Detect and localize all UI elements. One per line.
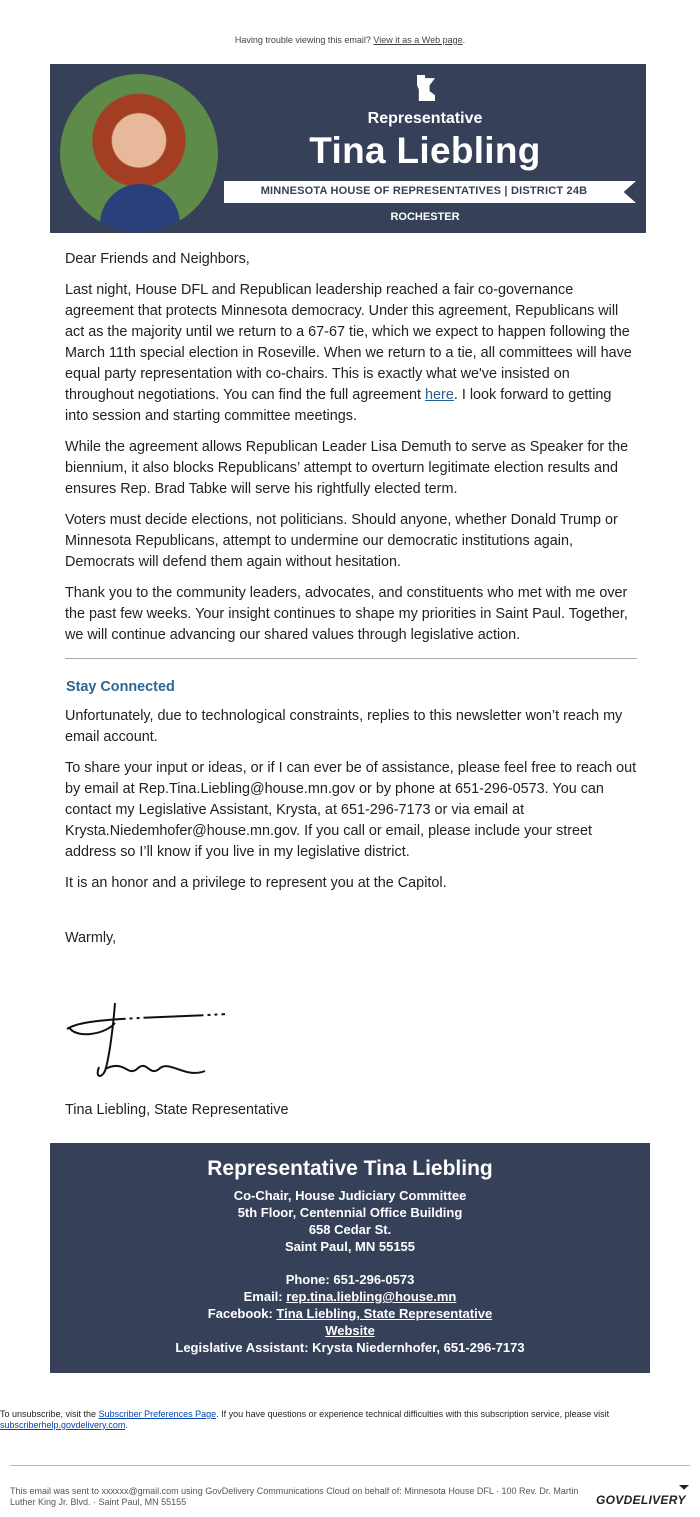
footer-website-link[interactable]: Website <box>325 1323 375 1338</box>
footer-email <box>50 1288 650 1305</box>
footer-facebook-label: Facebook: <box>207 1306 277 1321</box>
top-note-trail: . <box>462 35 466 45</box>
p1-text-after: . I look forward to getting into session and starting committee meetings. <box>65 387 612 424</box>
paragraph-replies: Unfortunately, due to technological constraints, replies to this newsletter won’t reach my email account. <box>65 708 623 745</box>
contact-footer <box>50 1143 650 1373</box>
p1-text: Last night, House DFL and Republican leadership reached a fair co-governance agreement that protects Minnesota democracy. Under this agreement, Republicans will act as the majority until we return to a 67-67 tie, which we expect to happen following the March 11th special election in Roseville. When we return to a tie, all committees will have equal party representation with co-chairs. This is exactly what we've insisted on throughout negotiations. You can find the full agreement <box>65 282 632 403</box>
paragraph-voters: Voters must decide elections, not politicians. Should anyone, whether Donald Trump or Minnesota Republicans, attempt to undermine our democratic institutions again, Democrats will defend them again without hesitation. <box>65 512 618 570</box>
top-note <box>0 35 700 45</box>
paragraph-agreement <box>65 280 637 427</box>
header-banner <box>50 64 646 233</box>
paragraph-honor: It is an honor and a privilege to represent you at the Capitol. <box>65 875 447 891</box>
representative-photo <box>60 74 218 232</box>
subscriber-help-link[interactable]: subscriberhelp.govdelivery.com <box>0 1420 126 1430</box>
banner-ribbon-text: MINNESOTA HOUSE OF REPRESENTATIVES | DISTRICT 24B <box>260 185 588 197</box>
top-note-text: Having trouble viewing this email? <box>234 35 371 45</box>
footer-assistant: Legislative Assistant: Krysta Niedernhofer, 651-296-7173 <box>175 1340 525 1355</box>
email-body <box>65 249 637 1131</box>
closing: Warmly, <box>65 930 117 946</box>
footer-city: Saint Paul, MN 55155 <box>284 1239 416 1254</box>
signature-image <box>65 999 225 1087</box>
footer-phone: Phone: 651-296-0573 <box>285 1272 415 1287</box>
footer-email-link[interactable]: rep.tina.liebling@house.mn <box>286 1289 457 1304</box>
minnesota-state-icon <box>417 75 435 101</box>
paragraph-contact: To share your input or ideas, or if I can ever be of assistance, please feel free to reach out by email at Rep.Tina.Liebling@house.mn.gov or by phone at 651-296-0573. You can contact my Legislative Assistant, Krysta, at 651-296-7173 or via email at Krysta.Niedemhofer@house.mn.gov. If you call or email, please include your street address so I’ll know if you live in my legislative district. <box>65 760 637 860</box>
divider <box>65 658 637 659</box>
govdelivery-logo: GOVDELIVERY <box>596 1493 686 1507</box>
banner-city: ROCHESTER <box>390 211 460 223</box>
footer-email-label: Email: <box>243 1289 287 1304</box>
footer-title: Representative Tina Liebling <box>207 1157 493 1180</box>
footer-facebook <box>50 1305 650 1322</box>
paragraph-thanks: Thank you to the community leaders, advocates, and constituents who met with me over the past few weeks. Your insight continues to shape my priorities in Saint Paul. Together, we will continue advancing our shared values through legislative action. <box>65 585 628 643</box>
unsub-text: To unsubscribe, visit the <box>0 1409 99 1419</box>
footer-office: 5th Floor, Centennial Office Building <box>237 1205 463 1220</box>
stay-connected-heading: Stay Connected <box>66 679 175 695</box>
agreement-link[interactable]: here <box>425 387 454 403</box>
unsub-text-after: . If you have questions or experience technical difficulties with this subscription service, please visit <box>216 1409 610 1419</box>
view-web-page-link[interactable]: View it as a Web page <box>373 35 463 45</box>
banner-name: Tina Liebling <box>309 130 541 171</box>
footer-facebook-link[interactable]: Tina Liebling, State Representative <box>276 1306 493 1321</box>
footer-committee: Co-Chair, House Judiciary Committee <box>233 1188 467 1203</box>
unsub-trail: . <box>125 1420 128 1430</box>
footer-website <box>50 1322 650 1339</box>
signoff: Tina Liebling, State Representative <box>65 1102 289 1118</box>
footer-street: 658 Cedar St. <box>308 1222 392 1237</box>
paragraph-speaker: While the agreement allows Republican Leader Lisa Demuth to serve as Speaker for the biennium, it also blocks Republicans’ attempt to overturn legitimate election results and ensures Rep. Brad Tabke will serve his rightfully elected term. <box>65 439 629 497</box>
legal-divider <box>10 1465 690 1466</box>
sent-to-notice: This email was sent to xxxxxx@gmail.com using GovDelivery Communications Cloud on behalf of: Minnesota House DFL · 100 Rev. Dr. Martin Luther King Jr. Blvd. · Saint Paul, MN 55155 <box>10 1486 579 1507</box>
subscriber-preferences-link[interactable]: Subscriber Preferences Page <box>98 1409 217 1419</box>
greeting: Dear Friends and Neighbors, <box>65 251 250 267</box>
banner-title-small: Representative <box>367 110 483 127</box>
unsubscribe-notice <box>0 1409 690 1431</box>
envelope-icon <box>679 1485 689 1493</box>
